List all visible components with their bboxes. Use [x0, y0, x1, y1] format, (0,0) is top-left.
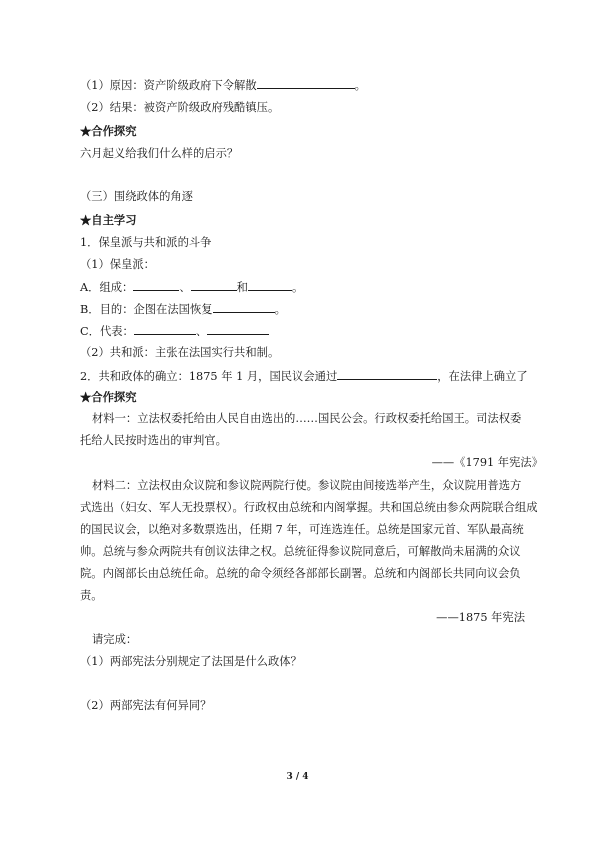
material-two-line-3: 的国民议会，以绝对多数票选出，任期 7 年，可连选连任。总统是国家元首、军队最高统: [80, 523, 524, 536]
page-number: 3 / 4: [286, 772, 309, 782]
material-one-line-2: 托给人民按时选出的审判官。: [80, 434, 227, 447]
material-two-line-2: 式选出（妇女、军人无投票权）。行政权由总统和内阁掌握。共和国总统由参众两院联合组成: [80, 501, 538, 514]
material-two-line-5: 院。内阁部长由总统任命。总统的命令须经各部部长副署。总统和内阁部长共同向议会负: [80, 567, 521, 580]
question-two: （2）两部宪法有何异同？: [80, 699, 212, 712]
material-two-source: ——1875 年宪法: [436, 611, 525, 624]
material-one-source: ——《1791 年宪法》: [431, 456, 543, 469]
representatives-line: C．代表： 、: [80, 323, 269, 339]
cause-text: （1）原因：资产阶级政府下令解散: [80, 79, 257, 92]
section-heading-self-study: ★自主学习: [80, 213, 137, 227]
answer-blank[interactable]: [134, 323, 196, 335]
establishment-line: 2．共和政体的确立：1875 年 1 月，国民议会通过 ，在法律上确立了: [80, 370, 528, 383]
cause-line: （1）原因：资产阶级政府下令解散 。: [80, 79, 366, 92]
purpose-line: B．目的：企图在法国恢复 。: [80, 303, 286, 316]
answer-blank[interactable]: [213, 301, 275, 313]
material-one-line-1: 材料一：立法权委托给由人民自由选出的……国民公会。行政权委托给国王。司法权委: [92, 412, 522, 425]
question-line: 六月起义给我们什么样的启示？: [80, 147, 239, 160]
answer-blank[interactable]: [337, 368, 437, 380]
royalist-heading: （1）保皇派：: [80, 258, 155, 271]
answer-blank[interactable]: [257, 77, 355, 89]
material-two-line-1: 材料二：立法权由众议院和参议院两院行使。参议院由间接选举产生，众议院用普选方: [92, 479, 522, 492]
republican-line: （2）共和派：主张在法国实行共和制。: [80, 346, 280, 359]
material-two-line-6: 责。: [80, 589, 103, 602]
answer-blank[interactable]: [191, 279, 237, 291]
question-one: （1）两部宪法分别规定了法国是什么政体？: [80, 655, 302, 668]
subsection-title: （三）围绕政体的角逐: [80, 190, 193, 203]
item-heading: 1．保皇派与共和派的斗争: [80, 236, 212, 249]
answer-blank[interactable]: [248, 279, 292, 291]
result-line: （2）结果：被资产阶级政府残酷镇压。: [80, 101, 280, 114]
answer-blank[interactable]: [133, 279, 179, 291]
section-heading-cooperative-2: ★合作探究: [80, 390, 137, 404]
instruction-line: 请完成：: [92, 633, 138, 646]
section-heading-cooperative: ★合作探究: [80, 124, 137, 138]
answer-blank[interactable]: [207, 323, 269, 335]
material-two-line-4: 帅。总统与参众两院共有创议法律之权。总统征得参议院同意后，可解散尚未届满的众议: [80, 545, 521, 558]
composition-line: A．组成： 、 和 。: [80, 281, 304, 294]
